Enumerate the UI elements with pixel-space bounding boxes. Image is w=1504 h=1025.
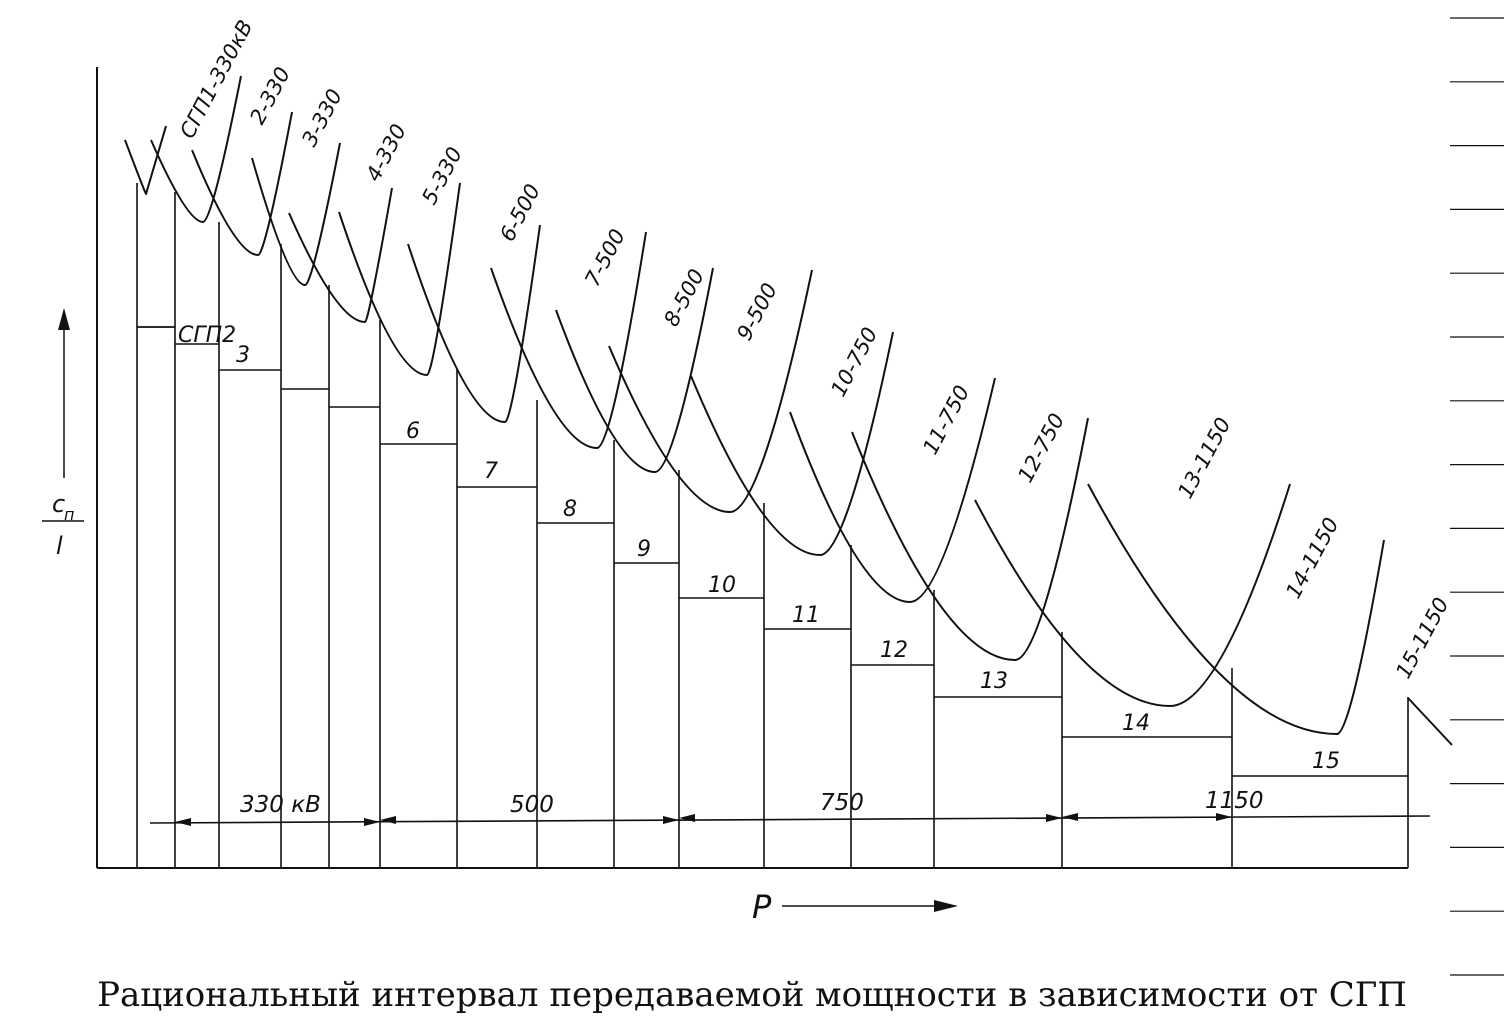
curve-label: 5-330 <box>417 143 468 209</box>
y-axis-label-numerator: c <box>52 490 66 518</box>
voltage-class-ranges <box>150 788 1430 826</box>
class-dimension-line <box>150 816 1430 823</box>
interval-label: 10 <box>708 573 736 598</box>
interval-label: 13 <box>980 669 1008 694</box>
interval-label: СГП2 <box>178 323 237 348</box>
curve-label: 15-1150 <box>1391 593 1454 683</box>
cost-curve-tail <box>1408 698 1452 745</box>
class-arrow-right <box>1216 813 1232 821</box>
curve-label: 10-750 <box>826 323 883 401</box>
axis-labels <box>52 490 772 926</box>
curve-label: 12-750 <box>1013 409 1070 487</box>
interval-label: 14 <box>1122 711 1150 736</box>
interval-label: 7 <box>484 459 498 484</box>
cost-curve <box>289 188 392 322</box>
class-arrow-left <box>175 818 191 826</box>
interval-levels <box>137 327 1408 776</box>
cost-curve <box>975 484 1290 706</box>
cost-curve <box>252 143 340 285</box>
cost-curve <box>339 183 460 375</box>
curve-label: 4-330 <box>361 120 412 186</box>
y-axis-label-subscript: п <box>64 505 75 524</box>
voltage-class-label: 1150 <box>1205 788 1264 814</box>
class-arrow-left <box>380 816 396 824</box>
curve-labels <box>175 16 1453 682</box>
x-arrow-head <box>934 900 958 912</box>
interval-label: 3 <box>236 343 250 368</box>
curve-label: 3-330 <box>297 85 348 151</box>
interval-label: 11 <box>792 603 820 628</box>
interval-label: 6 <box>406 419 420 444</box>
curve-label: 11-750 <box>918 381 975 459</box>
voltage-class-label: 330 кВ <box>240 792 321 818</box>
axes <box>42 67 1408 912</box>
y-arrow-head <box>58 308 70 330</box>
margin-rules <box>1450 18 1504 975</box>
interval-label: 8 <box>563 497 577 522</box>
curve-label: 14-1150 <box>1281 513 1344 603</box>
y-axis-label-denominator: l <box>56 532 63 560</box>
cost-curve <box>408 225 540 422</box>
x-axis-label: P <box>752 888 772 926</box>
voltage-class-label: 500 <box>510 792 554 818</box>
class-arrow-right <box>663 816 679 824</box>
figure-caption: Рациональный интервал передаваемой мощности в зависимости от СГП <box>97 975 1407 1015</box>
interval-label: 9 <box>637 537 651 562</box>
curve-label: 7-500 <box>580 225 631 291</box>
cost-curve <box>491 232 646 448</box>
curve-label: 8-500 <box>659 265 710 331</box>
interval-label: 12 <box>880 638 908 663</box>
class-arrow-right <box>1046 814 1062 822</box>
cost-curve <box>609 270 812 512</box>
voltage-class-label: 750 <box>820 790 864 816</box>
curve-label: СГП1-330кВ <box>175 16 258 143</box>
curve-label: 13-1150 <box>1173 413 1236 503</box>
curve-label: 2-330 <box>245 63 296 129</box>
curve-label: 6-500 <box>495 180 546 246</box>
curve-label: 9-500 <box>732 279 783 345</box>
cost-curves <box>125 76 1452 745</box>
class-arrow-left <box>1062 813 1078 821</box>
class-arrow-right <box>364 818 380 826</box>
cost-curve <box>192 112 292 255</box>
interval-label: 15 <box>1312 749 1340 774</box>
